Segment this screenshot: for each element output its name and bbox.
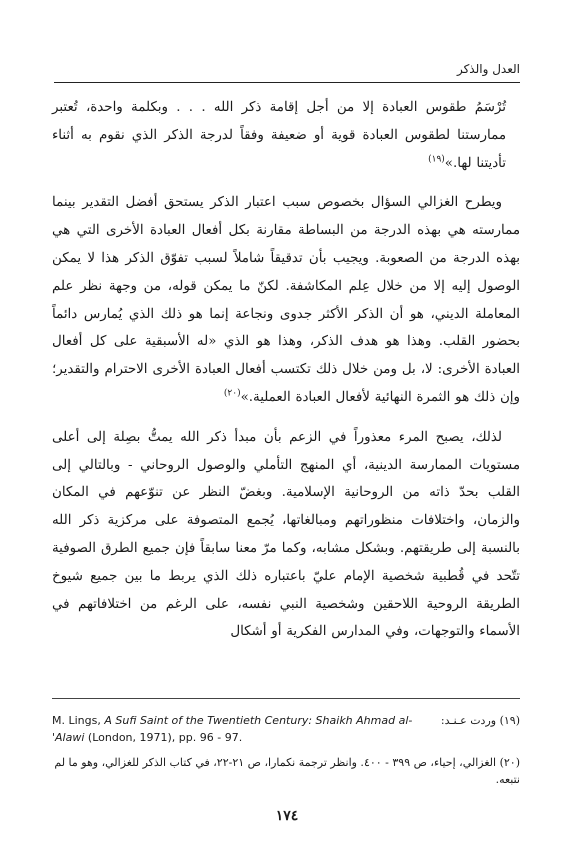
paragraph-text: ويطرح الغزالي السؤال بخصوص سبب اعتبار الذكر يستحق أفضل التقدير بينما ممارسته هي بهذه الدرجة من البساطة مقارنة بكل أفعال العبادة الأخرى التي هي بهذه الدرجة من الصعوبة. ويجيب بأن تدقيقاً شاملاً لسبب تفوّق الذكر هذا لا يمكن الوصول إليه إلا من خلال عِلم المكاشفة. لكنّ ما يمكن قوله، من وجهة نظر علم المعاملة الديني، هو أن الذكر الأكثر جدوى ونجاعة إنما هو ذلك الذي يُمارس دائماً بحضور القلب. وهذا هو هدف الذكر، وهذا هو الذي «له الأسبقية على كل أفعال العبادة الأخرى: لا، بل ومن خلال ذلك تكتسب أفعال العبادة الأخرى الاحترام والتقدير؛ وإن ذلك هو الثمرة النهائية لأفعال العبادة العملية.» bbox=[52, 195, 520, 405]
paragraph-text: تُرْسَمُ طقوس العبادة إلا من أجل إقامة ذكر الله . . . وبكلمة واحدة، تُعتبر ممارستنا لطقوس العبادة قوية أو ضعيفة وفقاً لدرجة الذكر الذي نقوم به أثناء تأديتنا لها.» bbox=[52, 100, 506, 171]
main-text bbox=[52, 94, 520, 658]
footnote-ref-19: (١٩) bbox=[428, 154, 445, 165]
header-divider bbox=[54, 82, 520, 83]
paragraph bbox=[52, 189, 520, 411]
footnote-20-text: (٢٠) الغزالي، إحياء، ص ٣٩٩ - ٤٠٠. وانظر ترجمة نكمارا، ص ٢١-٢٢، في كتاب الذكر للغزالي، وهو ما لم نتبعه. bbox=[54, 756, 520, 786]
footnote-20 bbox=[52, 754, 520, 788]
footnote-divider bbox=[52, 698, 520, 699]
quote-paragraph bbox=[52, 94, 520, 177]
footnote-19-title: A Sufi Saint of the Twentieth Century: Shaikh Ahmad al-'Alawi bbox=[52, 714, 413, 744]
footnote-19-rest: (London, 1971), pp. 96 - 97. bbox=[87, 731, 243, 744]
footnote-19 bbox=[52, 712, 520, 746]
footnote-19-lead: (١٩) وردت عـنـد: bbox=[440, 714, 520, 727]
footnotes bbox=[52, 712, 520, 788]
paragraph bbox=[52, 424, 520, 646]
running-header bbox=[457, 62, 520, 76]
running-title: العدل والذكر bbox=[456, 62, 520, 76]
footnote-ref-20: (٢٠) bbox=[223, 388, 241, 399]
footnote-19-author: M. Lings, bbox=[52, 714, 101, 727]
page-number: ١٧٤ bbox=[275, 808, 299, 824]
paragraph-text: لذلك، يصبح المرء معذوراً في الزعم بأن مبدأ ذكر الله يمتُّ بصِلة إلى أعلى مستويات الممارسة الدينية، أي المنهج التأملي والوصول الروحاني - وبالتالي إلى القلب بحدّ ذاته من الروحانية الإسلامية. وبغضّ النظر عن تنوّعهم في المكان والزمان، واختلافات منظوراتهم ومبالغاتها، يُجمع المتصوفة على مركزية ذكر الله بالنسبة إلى طريقتهم. وبشكل مشابه، وكما مرّ معنا سابقاً فإن جميع الطرق الصوفية تتّحد في قُطبية شخصية الإمام عليّ باعتباره ذلك الذي يربط ما بين جميع شيوخ الطريقة الروحية اللاحقين وشخصية النبي نفسه، على الرغم من اختلافاتهم في الأسماء والتوجهات، وفي المدارس الفكرية أو أشكال bbox=[52, 429, 520, 640]
